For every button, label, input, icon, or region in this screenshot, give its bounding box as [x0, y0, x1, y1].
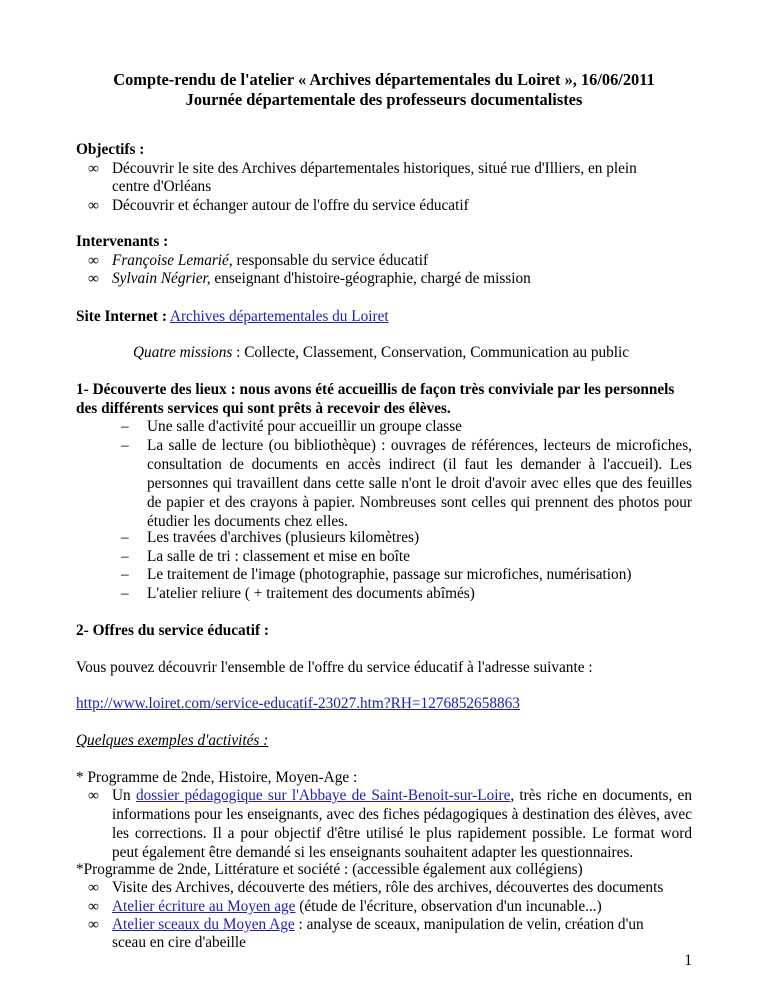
site-internet-line [76, 307, 389, 326]
bullet-icon: ∞ [88, 898, 99, 915]
bullet-icon: ∞ [88, 270, 99, 287]
prog2-item-3-line2: sceau en cire d'abeille [112, 934, 246, 951]
bullet-icon: ∞ [88, 160, 99, 177]
dash-icon: – [121, 585, 129, 602]
dash-icon: – [121, 529, 129, 546]
intervenants-heading: Intervenants : [76, 233, 169, 250]
section1-item-2: La salle de lecture (ou bibliothèque) : ouvrages de références, lecteurs de microfiches, consultation de documents en accès indirect (il faut les demander à l'accueil). Les personnes qui travaillent dans cette salle n'ont le droit d'avoir avec elles que des feuilles de papier et des crayons à papier. Nombreuses sont celles qui prennent des photos pour étudier les documents chez elles. [147, 437, 692, 530]
service-educatif-url-line [76, 694, 520, 713]
objectif-item-1-line2: centre d'Orléans [112, 178, 212, 195]
prog1-heading: * Programme de 2nde, Histoire, Moyen-Age : [76, 769, 358, 786]
objectifs-heading: Objectifs : [76, 141, 145, 158]
intervenant-item-2 [112, 269, 531, 288]
section1-item-6: L'atelier reliure ( + traitement des documents abîmés) [147, 585, 475, 602]
section1-item-1: Une salle d'activité pour accueillir un groupe classe [147, 418, 462, 435]
site-internet-label: Site Internet : [76, 308, 167, 325]
bullet-icon: ∞ [88, 879, 99, 896]
prog2-item-3-rest: : analyse de sceaux, manipulation de velin, création d'un [294, 916, 644, 933]
objectif-item-1-line1: Découvrir le site des Archives départementales historiques, situé rue d'Illiers, en plein [112, 160, 637, 177]
prog1-item-1-post: , très riche en documents, en informations pour les enseignants, avec des fiches pédagogiques à destination des élèves, avec les corrections. Il a pour objectif d'être utilisé le plus rapidement possible. Le format word peut également être demandé si les enseignants souhaitent adapter les questionnaires. [112, 787, 692, 861]
bullet-icon: ∞ [88, 252, 99, 269]
section1-item-3: Les travées d'archives (plusieurs kilomètres) [147, 529, 420, 546]
dash-icon: – [121, 566, 129, 583]
objectif-item-2: Découvrir et échanger autour de l'offre du service éducatif [112, 197, 469, 214]
prog1-item-1-pre: Un [112, 787, 136, 804]
section2-intro: Vous pouvez découvrir l'ensemble de l'offre du service éducatif à l'adresse suivante : [76, 659, 593, 676]
bullet-icon: ∞ [88, 916, 99, 933]
missions-label: Quatre missions [133, 344, 233, 361]
bullet-icon: ∞ [88, 197, 99, 214]
abbaye-dossier-link[interactable]: dossier pédagogique sur l'Abbaye de Saint-Benoit-sur-Loire [135, 787, 511, 804]
intervenant-role-1: , responsable du service éducatif [228, 252, 429, 269]
atelier-sceaux-link[interactable]: Atelier sceaux du Moyen Age [112, 916, 295, 933]
intervenant-name-1: Françoise Lemarié [112, 252, 229, 269]
prog2-item-3 [112, 915, 644, 934]
examples-label: Quelques exemples d'activités : [76, 732, 269, 749]
section1-heading-line2: des différents services qui sont prêts à recevoir des élèves. [76, 400, 451, 417]
intervenant-name-2: Sylvain Négrier, [112, 270, 211, 287]
service-educatif-url-link[interactable]: http://www.loiret.com/service-educatif-23027.htm?RH=1276852658863 [76, 695, 520, 712]
prog1-item-1 [112, 786, 692, 862]
section1-item-4: La salle de tri : classement et mise en boîte [147, 548, 410, 565]
page-number: 1 [684, 952, 692, 969]
archives-site-link[interactable]: Archives départementales du Loiret [169, 308, 389, 325]
document-title-line1: Compte-rendu de l'atelier « Archives départementales du Loiret », 16/06/2011 [113, 70, 655, 89]
section1-heading-line1: 1- Découverte des lieux : nous avons été accueillis de façon très conviviale par les personnels [76, 381, 675, 398]
intervenant-role-2: enseignant d'histoire-géographie, chargé de mission [210, 270, 531, 287]
dash-icon: – [121, 418, 129, 435]
prog2-item-2 [112, 897, 602, 916]
missions-text: : Collecte, Classement, Conservation, Communication au public [232, 344, 630, 361]
bullet-icon: ∞ [88, 787, 99, 804]
missions-line [133, 343, 629, 362]
dash-icon: – [121, 548, 129, 565]
section1-item-5: Le traitement de l'image (photographie, passage sur microfiches, numérisation) [147, 566, 632, 583]
section2-heading: 2- Offres du service éducatif : [76, 622, 270, 639]
atelier-ecriture-link[interactable]: Atelier écriture au Moyen age [112, 898, 296, 915]
dash-icon: – [121, 437, 129, 454]
prog2-item-1: Visite des Archives, découverte des métiers, rôle des archives, découvertes des documents [112, 879, 664, 896]
prog2-heading: *Programme de 2nde, Littérature et société : (accessible également aux collégiens) [76, 861, 583, 878]
prog2-item-2-rest: (étude de l'écriture, observation d'un incunable...) [295, 898, 602, 915]
intervenant-item-1 [112, 251, 428, 270]
document-title-line2: Journée départementale des professeurs documentalistes [185, 90, 583, 109]
